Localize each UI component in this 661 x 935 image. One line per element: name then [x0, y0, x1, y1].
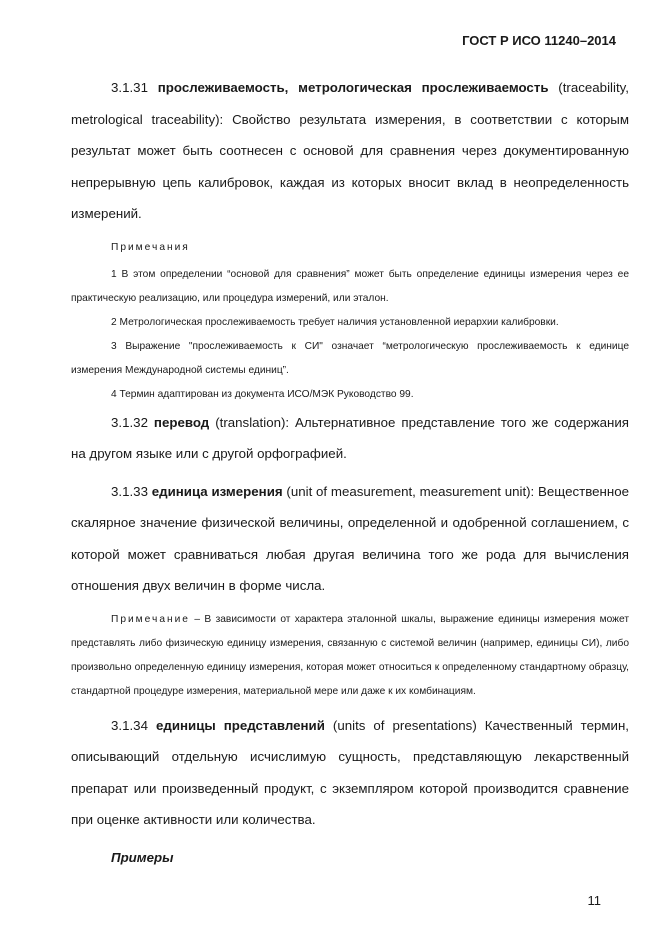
- entry-number: 3.1.32: [111, 414, 148, 430]
- entry-text: (units of presentations) Качественный термин, описывающий отдельную исчислимую сущность, представляющую лекарственный препарат или произведенный продукт, с экземпляром которой производится сравнение при оценке активности или количества.: [71, 717, 629, 827]
- note-2: 2 Метрологическая прослеживаемость требует наличия установленной иерархии калибровки.: [111, 316, 559, 328]
- note-3-1-33: [71, 608, 629, 704]
- entry-number: 3.1.33: [111, 483, 148, 499]
- entry-text: (traceability, metrological traceability): Свойство результата измерения, в соответствии с которым результат может быть соотнесен с основой для сравнения через документированную непрерывную цепь калибровок, каждая из которых вносит вклад в неопределенность измерений.: [71, 80, 629, 221]
- entry-3-1-33: [71, 476, 629, 602]
- entry-3-1-32: [71, 407, 629, 470]
- entry-number: 3.1.34: [111, 717, 148, 733]
- note-1: 1 В этом определении “основой для сравнения” может быть определение единицы измерения через ее практическую реализацию, или процедура измерений, или эталон.: [71, 268, 629, 304]
- entry-term: единица измерения: [151, 483, 283, 499]
- note-label: Примечание: [111, 613, 190, 625]
- note-text: – В зависимости от характера эталонной шкалы, выражение единицы измерения может представлять либо физическую единицу измерения, связанную с системой величин (например, единицы СИ), либо произвольно определенную единицу измерения, которая может относиться к определенному стандартному образцу, стандартной процедуре измерения, материальной мере или даже к их комбинациям.: [71, 613, 629, 697]
- examples-label: Примеры: [111, 849, 174, 865]
- entry-term: единицы представлений: [155, 717, 325, 733]
- notes-heading: Примечания: [111, 241, 190, 253]
- note-3: 3 Выражение "прослеживаемость к СИ" означает “метрологическую прослеживаемость к единице измерения Международной системы единиц”.: [71, 340, 629, 376]
- entry-term: перевод: [153, 414, 210, 430]
- entry-text: (unit of measurement, measurement unit): Вещественное скалярное значение физической величины, определенной и одобренной соглашением, с которой может сравниваться любая другая величина того же рода для вычисления отношения двух величин в форме числа.: [71, 483, 629, 593]
- entry-number: 3.1.31: [111, 80, 148, 95]
- entry-3-1-31: [71, 72, 629, 230]
- page-number: 11: [587, 893, 601, 908]
- entry-text: (translation): Альтернативное представление того же содержания на другом языке или с другой орфографией.: [71, 414, 629, 461]
- note-4: 4 Термин адаптирован из документа ИСО/МЭК Руководство 99.: [111, 388, 414, 400]
- document-body: [71, 72, 629, 865]
- document-header: ГОСТ Р ИСО 11240–2014: [462, 33, 616, 48]
- entry-3-1-34: [71, 710, 629, 836]
- entry-term: прослеживаемость, метрологическая прослеживаемость: [157, 80, 549, 95]
